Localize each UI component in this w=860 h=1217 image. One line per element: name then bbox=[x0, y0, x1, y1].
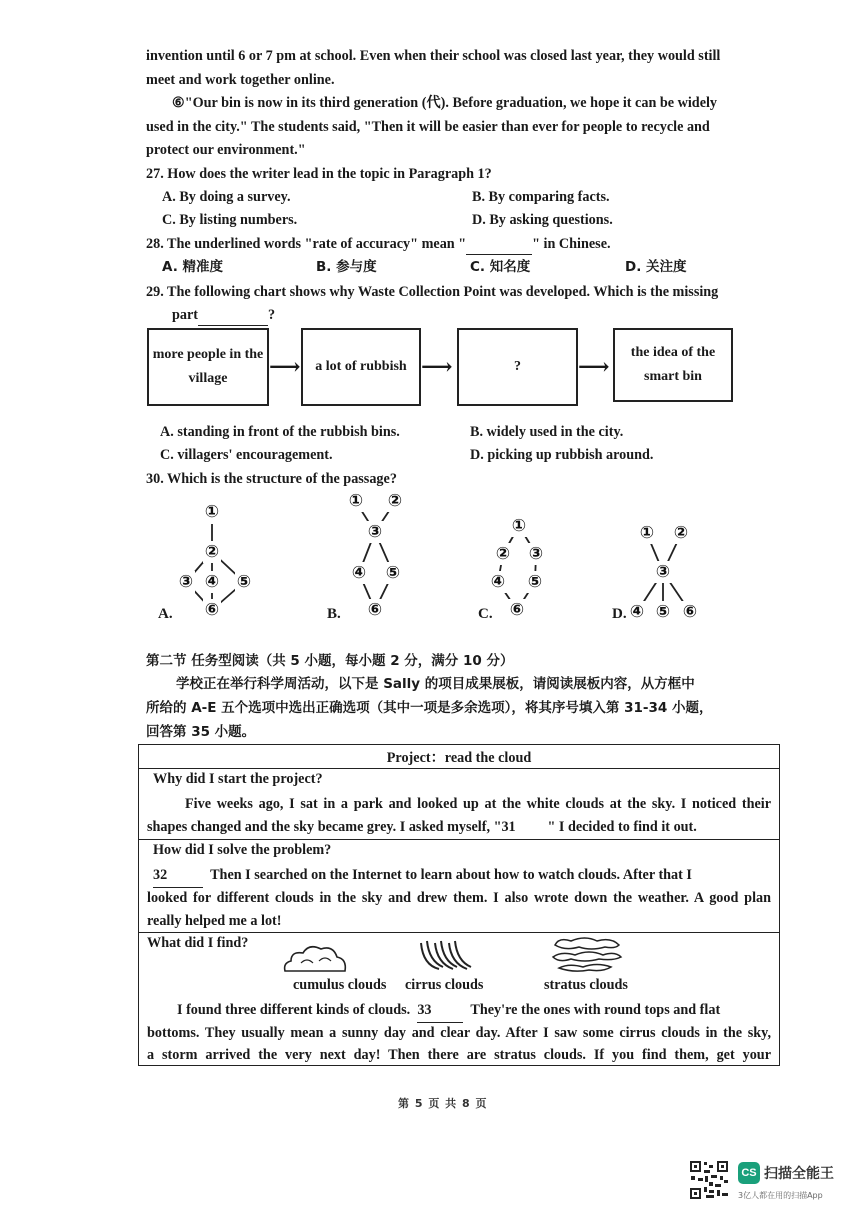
scanner-app-name: 扫描全能王 bbox=[764, 1166, 834, 1182]
option-28a: A. 精准度 bbox=[162, 259, 224, 275]
section-heading: How did I solve the problem? bbox=[153, 842, 332, 858]
q28-stem-post: " in Chinese. bbox=[532, 236, 611, 252]
section-2-intro: 回答第 35 小题。 bbox=[146, 724, 256, 740]
q29-stem-pre: part bbox=[172, 307, 199, 323]
camscanner-logo-icon: CS bbox=[738, 1162, 760, 1184]
q29-stem-post: ? bbox=[268, 307, 276, 323]
flow-box-2: a lot of rubbish bbox=[301, 328, 421, 406]
structure-node: ⑤ bbox=[527, 572, 543, 592]
passage-line: meet and work together online. bbox=[146, 72, 335, 88]
option-29b: B. widely used in the city. bbox=[470, 424, 624, 440]
text-part: shapes changed and the sky became grey. I asked myself, " bbox=[147, 819, 502, 835]
structure-node: ④ bbox=[351, 563, 367, 583]
flow-arrow-icon: ⟶ bbox=[269, 354, 301, 379]
text-part: " I decided to find it out. bbox=[547, 819, 697, 835]
option-29d: D. picking up rubbish around. bbox=[470, 447, 654, 463]
flow-arrow-icon: ⟶ bbox=[421, 354, 453, 379]
option-27a: A. By doing a survey. bbox=[162, 189, 291, 205]
flow-box-3: ? bbox=[457, 328, 578, 406]
structure-node: ② bbox=[387, 491, 403, 511]
structure-node: ③ bbox=[367, 522, 383, 542]
diagram-label-c: C. bbox=[478, 606, 493, 622]
option-27b: B. By comparing facts. bbox=[472, 189, 610, 205]
cirrus-cloud-icon bbox=[417, 937, 473, 973]
section-text bbox=[147, 864, 771, 888]
flow-box-1: more people in the village bbox=[147, 328, 269, 406]
scanner-tagline: 3亿人都在用的扫描App bbox=[738, 1191, 823, 1200]
section-heading: What did I find? bbox=[147, 935, 249, 951]
question-29-stem-2 bbox=[172, 305, 275, 326]
structure-node: ④ bbox=[490, 572, 506, 592]
question-29-stem: 29. The following chart shows why Waste Collection Point was developed. Which is the missing bbox=[146, 284, 719, 300]
structure-node: ② bbox=[204, 542, 220, 562]
structure-node: ① bbox=[348, 491, 364, 511]
project-section-how bbox=[139, 839, 779, 932]
cloud-label-stratus: stratus clouds bbox=[544, 977, 628, 993]
blank-32: 32 bbox=[153, 864, 203, 888]
structure-node: ① bbox=[639, 523, 655, 543]
structure-node: ⑥ bbox=[682, 602, 698, 622]
qr-code-icon bbox=[689, 1160, 729, 1200]
section-text bbox=[147, 816, 771, 840]
answer-blank bbox=[466, 234, 532, 255]
structure-node: ④ bbox=[629, 602, 645, 622]
text-part: Then I searched on the Internet to learn about how to watch clouds. After that I bbox=[210, 867, 692, 883]
flow-arrow-icon: ⟶ bbox=[578, 354, 610, 379]
passage-line: ⑥"Our bin is now in its third generation (代). Before graduation, we hope it can be widely bbox=[172, 95, 718, 111]
page-number: 第 5 页 共 8 页 bbox=[398, 1097, 488, 1110]
option-27d: D. By asking questions. bbox=[472, 212, 613, 228]
section-text: really helped me a lot! bbox=[147, 913, 282, 929]
structure-node: ③ bbox=[528, 544, 544, 564]
section-text: bottoms. They usually mean a sunny day and clear day. After I saw some cirrus clouds in the sky, bbox=[147, 1025, 771, 1041]
option-28d: D. 关注度 bbox=[625, 259, 687, 275]
question-27-stem: 27. How does the writer lead in the topic in Paragraph 1? bbox=[146, 166, 492, 182]
structure-node: ③ bbox=[655, 562, 671, 582]
passage-line: used in the city." The students said, "Then it will be easier than ever for people to recycle and bbox=[146, 119, 710, 135]
cloud-label-cirrus: cirrus clouds bbox=[405, 977, 484, 993]
option-28b: B. 参与度 bbox=[316, 259, 377, 275]
section-2-intro: 学校正在举行科学周活动，以下是 Sally 的项目成果展板，请阅读展板内容，从方框中 bbox=[176, 676, 695, 692]
diagram-label-d: D. bbox=[612, 606, 627, 622]
structure-node: ⑥ bbox=[204, 600, 220, 620]
passage-line: invention until 6 or 7 pm at school. Even when their school was closed last year, they would still bbox=[146, 48, 721, 64]
answer-blank bbox=[198, 305, 268, 326]
section-text: Five weeks ago, I sat in a park and looked up at the white clouds at the sky. I noticed their bbox=[185, 796, 771, 812]
option-27c: C. By listing numbers. bbox=[162, 212, 298, 228]
text-part: They're the ones with round tops and flat bbox=[470, 1002, 721, 1018]
text-part: I found three different kinds of clouds. bbox=[177, 1002, 411, 1018]
project-title: Project：read the cloud bbox=[386, 750, 532, 766]
blank-31: 31 bbox=[501, 816, 547, 840]
section-text: looked for different clouds in the sky and drew them. I also wrote down the weather. A good plan bbox=[147, 890, 771, 906]
structure-node: ② bbox=[673, 523, 689, 543]
diagram-label-a: A. bbox=[158, 606, 173, 622]
section-text: a storm arrived the very next day! Then there are stratus clouds. If you find them, get your bbox=[147, 1047, 771, 1063]
project-section-what bbox=[139, 932, 779, 1066]
section-2-intro: 所给的 A-E 五个选项中选出正确选项（其中一项是多余选项），将其序号填入第 31-34 小题， bbox=[146, 700, 713, 716]
section-text bbox=[147, 999, 771, 1023]
blank-33: 33 bbox=[417, 999, 463, 1023]
diagram-label-b: B. bbox=[327, 606, 341, 622]
structure-node: ⑥ bbox=[509, 600, 525, 620]
flow-box-4: the idea of the smart bin bbox=[613, 328, 733, 402]
option-28c: C. 知名度 bbox=[470, 259, 531, 275]
section-2-title: 第二节 任务型阅读（共 5 小题，每小题 2 分，满分 10 分） bbox=[146, 653, 514, 669]
option-29a: A. standing in front of the rubbish bins. bbox=[160, 424, 400, 440]
cumulus-cloud-icon bbox=[281, 939, 351, 975]
structure-node: ⑤ bbox=[655, 602, 671, 622]
passage-line: protect our environment." bbox=[146, 142, 306, 158]
q28-stem-pre: 28. The underlined words "rate of accuracy" mean " bbox=[146, 236, 467, 252]
structure-node: ⑥ bbox=[367, 600, 383, 620]
structure-node: ④ bbox=[204, 572, 220, 592]
question-30-stem: 30. Which is the structure of the passage? bbox=[146, 471, 397, 487]
question-28-stem bbox=[146, 234, 611, 255]
section-heading: Why did I start the project? bbox=[153, 771, 323, 787]
project-section-why bbox=[139, 768, 779, 839]
stratus-cloud-icon bbox=[549, 935, 625, 975]
project-board bbox=[138, 744, 780, 1066]
cloud-label-cumulus: cumulus clouds bbox=[293, 977, 387, 993]
structure-node: ③ bbox=[178, 572, 194, 592]
option-29c: C. villagers' encouragement. bbox=[160, 447, 333, 463]
structure-node: ⑤ bbox=[385, 563, 401, 583]
structure-node: ① bbox=[204, 502, 220, 522]
structure-node: ① bbox=[511, 516, 527, 536]
structure-node: ② bbox=[495, 544, 511, 564]
structure-node: ⑤ bbox=[236, 572, 252, 592]
